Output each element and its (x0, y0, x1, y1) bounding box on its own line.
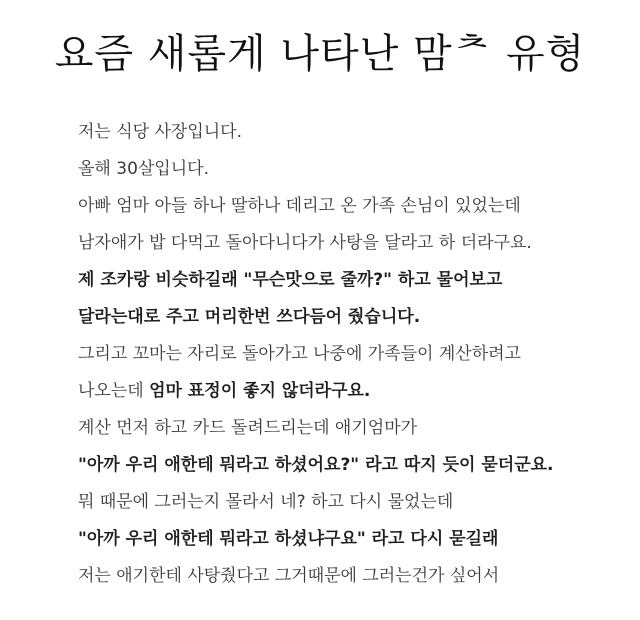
bold-text-segment: "아까 우리 애한테 뭐라고 하셨냐구요" 라고 다시 묻길래 (78, 529, 499, 549)
page-title: 요즘 새롭게 나타난 맘ᄎ 유형 (54, 31, 586, 77)
text-line (78, 262, 628, 299)
text-segment: 저는 식당 사장입니다. (78, 122, 243, 142)
text-segment: 나오는데 (78, 381, 150, 401)
text-line (78, 373, 628, 410)
text-segment: 뭐 때문에 그러는지 몰라서 네? 하고 다시 물었는데 (78, 492, 454, 512)
text-line (78, 447, 628, 484)
text-line (78, 410, 628, 447)
text-segment: 계산 먼저 하고 카드 돌려드리는데 애기엄마가 (78, 418, 418, 438)
bold-text-segment: 제 조카랑 비슷하길래 "무슨맛으로 줄까?" 하고 물어보고 (78, 270, 503, 290)
bold-text-segment: 엄마 표정이 좋지 않더라구요. (149, 381, 371, 401)
text-line (78, 336, 628, 373)
text-segment: 저는 애기한테 사탕줬다고 그거때문에 그러는건가 싶어서 (78, 566, 500, 586)
text-segment: 남자애가 밥 다먹고 돌아다니다가 사탕을 달라고 하 더라구요. (78, 233, 532, 253)
story-text (78, 114, 628, 595)
text-line (78, 114, 628, 151)
text-line (78, 521, 628, 558)
text-line (78, 484, 628, 521)
text-line (78, 299, 628, 336)
text-segment: 올해 30살입니다. (78, 159, 209, 179)
bold-text-segment: 달라는대로 주고 머리한번 쓰다듬어 줬습니다. (78, 307, 421, 327)
text-segment: 아빠 엄마 아들 하나 딸하나 데리고 온 가족 손님이 있었는데 (78, 196, 521, 216)
bold-text-segment: "아까 우리 애한테 뭐라고 하셨어요?" 라고 따지 듯이 묻더군요. (78, 455, 554, 475)
text-segment: 그리고 꼬마는 자리로 돌아가고 나중에 가족들이 계산하려고 (78, 344, 521, 364)
text-line (78, 225, 628, 262)
text-line (78, 558, 628, 595)
text-line (78, 188, 628, 225)
text-line (78, 151, 628, 188)
